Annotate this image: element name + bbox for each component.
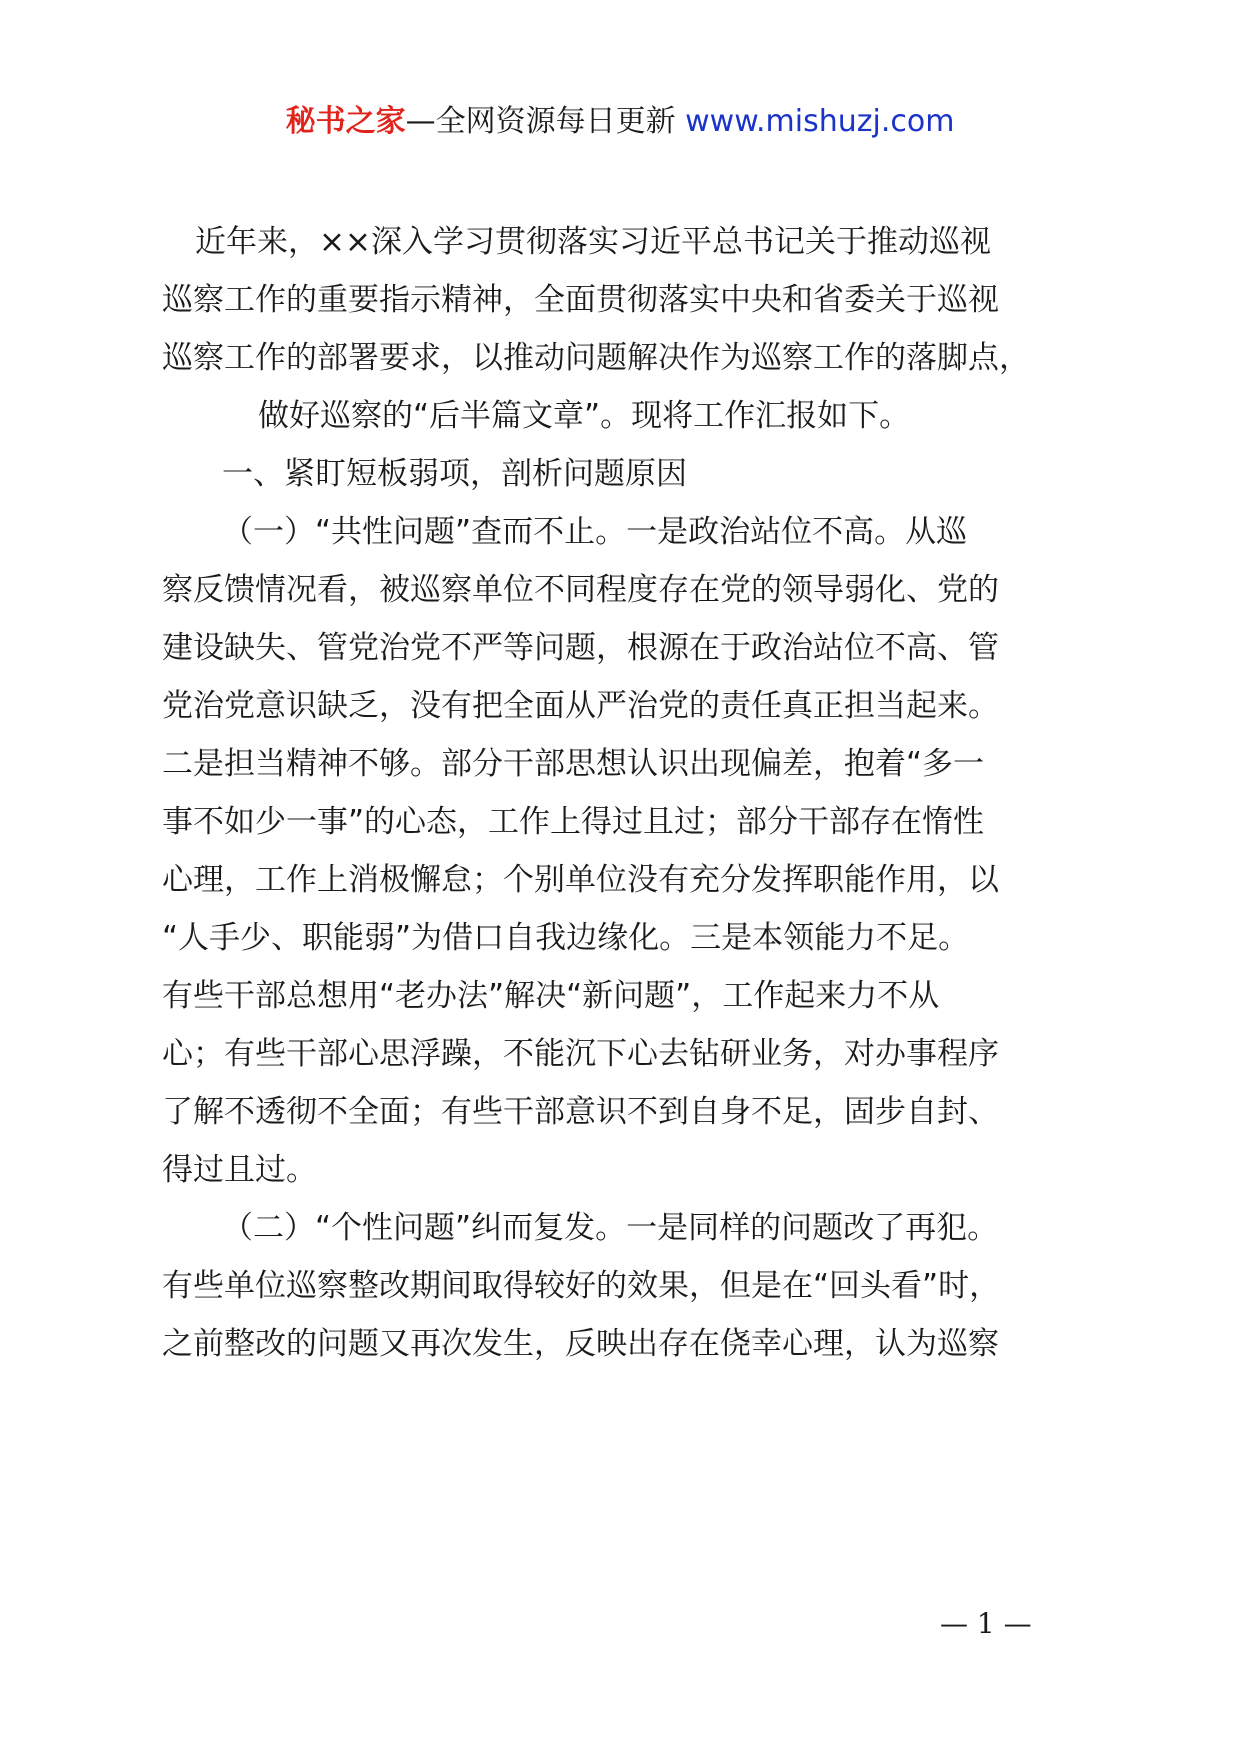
paragraph-line: 心；有些干部心思浮躁，不能沉下心去钻研业务，对办事程序 (162, 1036, 999, 1072)
paragraph-line: 建设缺失、管党治党不严等问题，根源在于政治站位不高、管 (162, 630, 999, 666)
brand-name: 秘书之家 (285, 104, 406, 139)
paragraph-line: （一）“共性问题”查而不止。一是政治站位不高。从巡 (222, 514, 968, 550)
paragraph-line: 了解不透彻不全面；有些干部意识不到自身不足，固步自封、 (162, 1094, 999, 1130)
paragraph-line: （二）“个性问题”纠而复发。一是同样的问题改了再犯。 (222, 1210, 999, 1246)
paragraph-line: 心理，工作上消极懈怠；个别单位没有充分发挥职能作用，以 (162, 862, 999, 898)
paragraph-line: 巡察工作的重要指示精神，全面贯彻落实中央和省委关于巡视 (162, 282, 999, 318)
paragraph-line: 之前整改的问题又再次发生，反映出存在侥幸心理，认为巡察 (162, 1326, 999, 1362)
paragraph-line: 有些单位巡察整改期间取得较好的效果，但是在“回头看”时， (162, 1268, 1001, 1304)
paragraph-line: 党治党意识缺乏，没有把全面从严治党的责任真正担当起来。 (162, 688, 999, 724)
paragraph-line: 做好巡察的“后半篇文章”。现将工作汇报如下。 (258, 398, 911, 434)
section-heading: 一、紧盯短板弱项，剖析问题原因 (222, 456, 687, 492)
site-header (0, 100, 1240, 144)
paragraph-line: 有些干部总想用“老办法”解决“新问题”，工作起来力不从 (162, 978, 940, 1014)
paragraph-line: 得过且过。 (162, 1152, 317, 1188)
paragraph-line: 察反馈情况看，被巡察单位不同程度存在党的领导弱化、党的 (162, 572, 999, 608)
site-url-link[interactable]: www.mishuzj.com (685, 104, 955, 139)
paragraph-line: 事不如少一事”的心态，工作上得过且过；部分干部存在惰性 (162, 804, 985, 840)
header-tagline: —全网资源每日更新 (405, 104, 676, 139)
paragraph-line: 巡察工作的部署要求，以推动问题解决作为巡察工作的落脚点， (162, 340, 1030, 376)
paragraph-line: 近年来，××深入学习贯彻落实习近平总书记关于推动巡视 (195, 224, 991, 260)
paragraph-line: 二是担当精神不够。部分干部思想认识出现偏差，抱着“多一 (162, 746, 985, 782)
paragraph-line: “人手少、职能弱”为借口自我边缘化。三是本领能力不足。 (162, 920, 970, 956)
page-number: — 1 — (940, 1607, 1032, 1640)
